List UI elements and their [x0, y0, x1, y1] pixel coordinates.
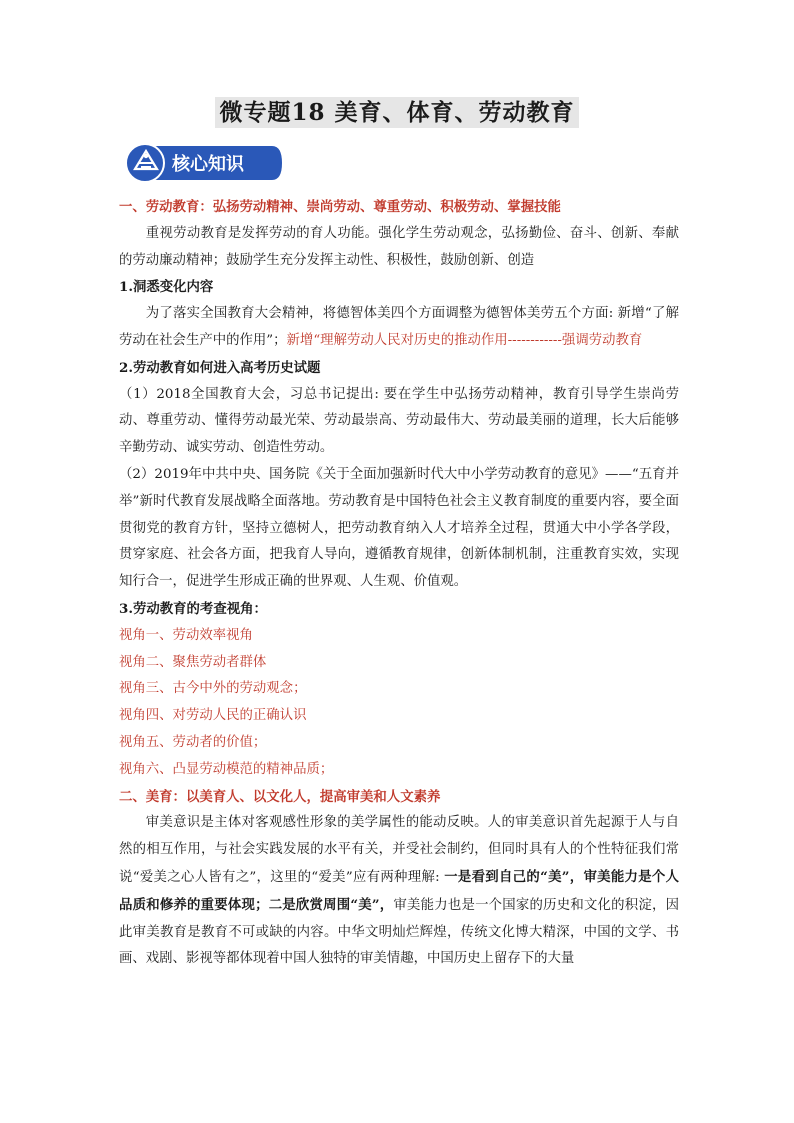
- main-content: [119, 194, 679, 973]
- section-2-paragraph: [119, 810, 679, 973]
- sub-3-heading: 3.劳动教育的考查视角：: [119, 600, 267, 617]
- perspective-item: 视角二、聚焦劳动者群体: [119, 654, 267, 670]
- section-1-heading: 一、劳动教育：弘扬劳动精神、崇尚劳动、尊重劳动、积极劳动、掌握技能: [119, 199, 561, 215]
- section-2-heading: 二、美育：以美育人、以文化人，提高审美和人文素养: [119, 788, 441, 805]
- perspective-item: 视角六、凸显劳动模范的精神品质；: [119, 761, 334, 777]
- perspective-item: 视角一、劳动效率视角: [119, 627, 253, 643]
- sub-2-paragraph-1: （1）2018全国教育大会，习总书记提出: 要在学生中弘扬劳动精神，教育引导学生崇尚劳动、尊重劳动、懂得劳动最光荣、劳动最崇高、劳动最伟大、劳动最美丽的道理，长大后能够辛勤劳动、诚实劳动、创造性劳动。: [119, 386, 679, 456]
- core-knowledge-badge: [124, 142, 284, 184]
- sub-1-text-black: 为了落实全国教育大会精神，将德智体美四个方面调整为德智体美劳五个方面: 新增“了解劳动在社会生产中的作用”；: [119, 306, 679, 348]
- section-2-text-1: 审美意识是主体对客观感性形象的美学属性的能动反映。人的审美意识首先起源于人与自然的相互作用，与社会实践发展的水平有关，并受社会制约，但同时具有人的个性特征我们常说“爱美之心人皆有之”，这里的“爱美”应有两种理解:: [119, 815, 679, 885]
- sub-1-heading: 1.洞悉变化内容: [119, 279, 214, 296]
- section-2-text-2: 审美能力也是一个国家的历史和文化的积淀，因此审美教育是教育不可或缺的内容。中华文明灿烂辉煌，传统文化博大精深，中国的文学、书画、戏剧、影视等都体现着中国人独特的审美情趣，中国历史上留存下的大量: [119, 897, 679, 967]
- badge-label: 核心知识: [172, 154, 244, 175]
- page-title-text: 微专题18 美育、体育、劳动教育: [215, 97, 578, 128]
- sub-2-heading: 2.劳动教育如何进入高考历史试题: [119, 359, 321, 376]
- sub-1-text-red: 新增“理解劳动人民对历史的推动作用------------强调劳动教育: [286, 332, 643, 348]
- sub-2-paragraph-2: （2）2019年中共中央、国务院《关于全面加强新时代大中小学劳动教育的意见》——“五育并举”新时代教育发展战略全面落地。劳动教育是中国特色社会主义教育制度的重要内容，要全面贯彻党的教育方针，坚持立德树人，把劳动教育纳入人才培养全过程，贯通大中小学各学段，贯穿家庭、社会各方面，把我育人导向，遵循教育规律，创新体制机制，注重教育实效，实现知行合一，促进学生形成正确的世界观、人生观、价值观。: [119, 466, 679, 590]
- sub-1-text: [119, 301, 679, 355]
- section-2-bold-text: 一是看到自己的“美”，审美能力是个人品质和修养的重要体现；二是欣赏周围“美”，: [119, 868, 679, 913]
- perspective-item: 视角四、对劳动人民的正确认识: [119, 708, 307, 724]
- section-1-intro: 重视劳动教育是发挥劳动的育人功能。强化学生劳动观念，弘扬勤俭、奋斗、创新、奉献的劳动廉动精神；鼓励学生充分发挥主动性、积极性，鼓励创新、创造: [119, 225, 679, 268]
- page-title: [0, 94, 794, 127]
- perspective-item: 视角五、劳动者的价值；: [119, 734, 267, 750]
- perspective-item: 视角三、古今中外的劳动观念；: [119, 681, 307, 697]
